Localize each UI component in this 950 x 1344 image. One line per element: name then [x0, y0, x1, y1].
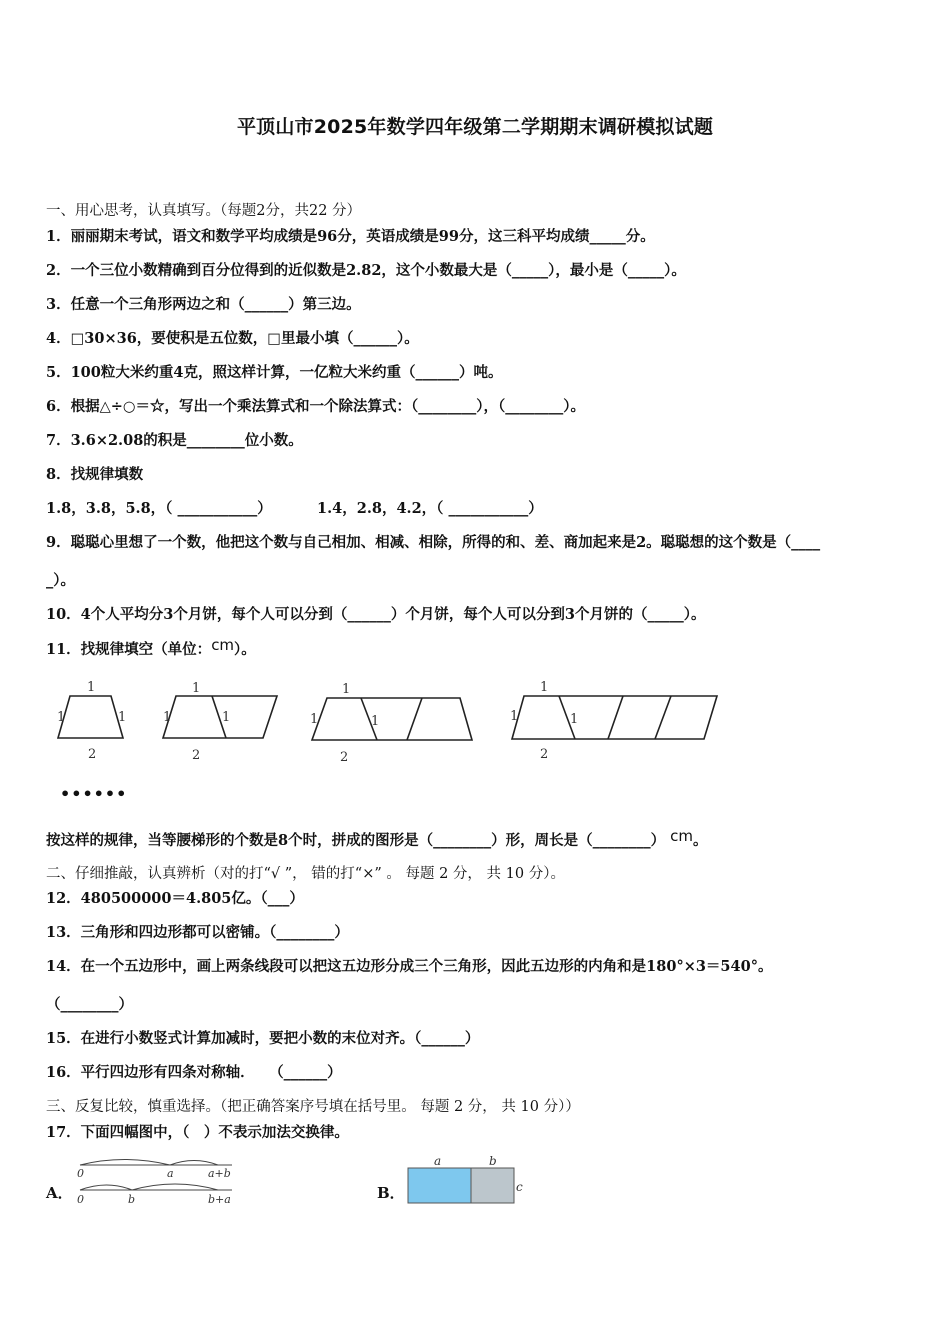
fig1-bottom-label: 2: [88, 747, 97, 762]
fig2-middle-label: 1: [222, 710, 231, 725]
trapezoid-strip-4: [512, 696, 717, 739]
section-2-heading: 二、仔细推敲，认真辨析（对的打“√ ”， 错的打“×” 。 每题 2 分， 共 10 分）。: [46, 866, 565, 882]
fig2-left-label: 1: [163, 710, 172, 725]
option-b-label: B．: [377, 1184, 405, 1202]
question-11b-end: 。: [693, 832, 708, 849]
question-15: 15．在进行小数竖式计算加减时，要把小数的末位对齐。（______）: [46, 1030, 480, 1047]
fig3-middle-label: 1: [371, 714, 380, 729]
trapezoid-strip-2: [163, 696, 277, 738]
rectangle-figure-b: [400, 1152, 530, 1208]
fig2-top-label: 1: [192, 681, 201, 696]
number-line-figure-a: [72, 1152, 242, 1210]
fig-b-label-a: a: [434, 1154, 442, 1168]
question-11b-text: 按这样的规律，当等腰梯形的个数是8个时，拼成的图形是（________）形，周长是（________）: [46, 832, 666, 849]
fig4-middle-label: 1: [570, 712, 579, 727]
rect-b: [471, 1168, 514, 1203]
question-8: 8．找规律填数: [46, 466, 144, 483]
rect-a: [408, 1168, 471, 1203]
fig-b-label-b: b: [489, 1154, 497, 1168]
trapezoid-strip-3: [312, 698, 472, 740]
fig4-bottom-label: 2: [540, 747, 549, 762]
question-11-end: ）。: [234, 641, 256, 658]
question-11-part-2: [46, 827, 708, 851]
fig-a-row2-zero: 0: [77, 1193, 84, 1206]
fig3-top-label: 1: [342, 682, 351, 697]
fig4-left-label: 1: [510, 709, 519, 724]
question-8-sequence-b: 1.4，2.8，4.2，（ ___________）: [317, 500, 543, 517]
fig2-bottom-label: 2: [192, 748, 201, 763]
fig-a-row1-a: a: [167, 1167, 174, 1180]
ellipsis-dots: ••••••: [60, 784, 128, 803]
fig-a-row1-sum: a+b: [208, 1167, 231, 1180]
question-10: 10．4个人平均分3个月饼，每个人可以分到（______）个月饼，每个人可以分到3个月饼的（_____）。: [46, 606, 706, 623]
question-6: 6．根据△÷○＝☆，写出一个乘法算式和一个除法算式：（________），（________）。: [46, 398, 586, 415]
question-4: 4．□30×36，要使积是五位数，□里最小填（______）。: [46, 330, 419, 347]
fig-b-label-c: c: [516, 1180, 523, 1194]
question-11b-unit: cm: [670, 827, 694, 845]
question-14-answer: （________）: [46, 996, 133, 1013]
option-a-label: A．: [46, 1184, 73, 1202]
fig-a-row2-b: b: [128, 1193, 136, 1206]
section-3-heading: 三、反复比较，慎重选择。（把正确答案序号填在括号里。 每题 2 分， 共 10 分））: [46, 1099, 580, 1115]
fig1-top-label: 1: [87, 680, 96, 695]
fig3-bottom-label: 2: [340, 750, 349, 765]
question-13: 13．三角形和四边形都可以密铺。（________）: [46, 924, 349, 941]
question-11-unit: cm: [211, 636, 235, 654]
fig4-top-label: 1: [540, 680, 549, 695]
fig3-left-label: 1: [310, 712, 319, 727]
question-2: 2．一个三位小数精确到百分位得到的近似数是2.82，这个小数最大是（_____），最小是（_____）。: [46, 262, 686, 279]
question-7: 7．3.6×2.08的积是________位小数。: [46, 432, 303, 449]
question-3: 3．任意一个三角形两边之和（______）第三边。: [46, 296, 361, 313]
section-1-heading: 一、用心思考，认真填写。（每题2分，共22 分）: [46, 203, 362, 219]
trapezoid-pattern-figure: [40, 672, 740, 772]
fig-a-row2-sum: b+a: [208, 1193, 231, 1206]
question-14: 14．在一个五边形中，画上两条线段可以把这五边形分成三个三角形，因此五边形的内角和是180°×3＝540°。: [46, 958, 773, 975]
page-title: 平顶山市2025年数学四年级第二学期期末调研模拟试题: [236, 116, 714, 138]
question-11: [46, 636, 256, 660]
question-12: 12．480500000＝4.805亿。（___）: [46, 890, 304, 907]
question-1: 1．丽丽期末考试，语文和数学平均成绩是96分，英语成绩是99分，这三科平均成绩_____分。: [46, 228, 655, 245]
question-16: 16．平行四边形有四条对称轴． （______）: [46, 1064, 342, 1081]
question-11-text: 11．找规律填空（单位：: [46, 641, 212, 658]
question-8-sequence-a: 1.8，3.8，5.8，（ ___________）: [46, 500, 272, 517]
question-5: 5．100粒大米约重4克，照这样计算，一亿粒大米约重（______）吨。: [46, 364, 503, 381]
fig1-right-label: 1: [118, 710, 127, 725]
fig1-left-label: 1: [57, 710, 66, 725]
fig-a-row1-zero: 0: [77, 1167, 84, 1180]
trapezoid-1: [58, 696, 123, 738]
question-9: 9．聪聪心里想了一个数，他把这个数与自己相加、相减、相除，所得的和、差、商加起来是2。聪聪想的这个数是（____: [46, 534, 821, 551]
question-17: 17．下面四幅图中，（ ）不表示加法交换律。: [46, 1124, 349, 1141]
question-9-continued: _）。: [46, 572, 75, 589]
